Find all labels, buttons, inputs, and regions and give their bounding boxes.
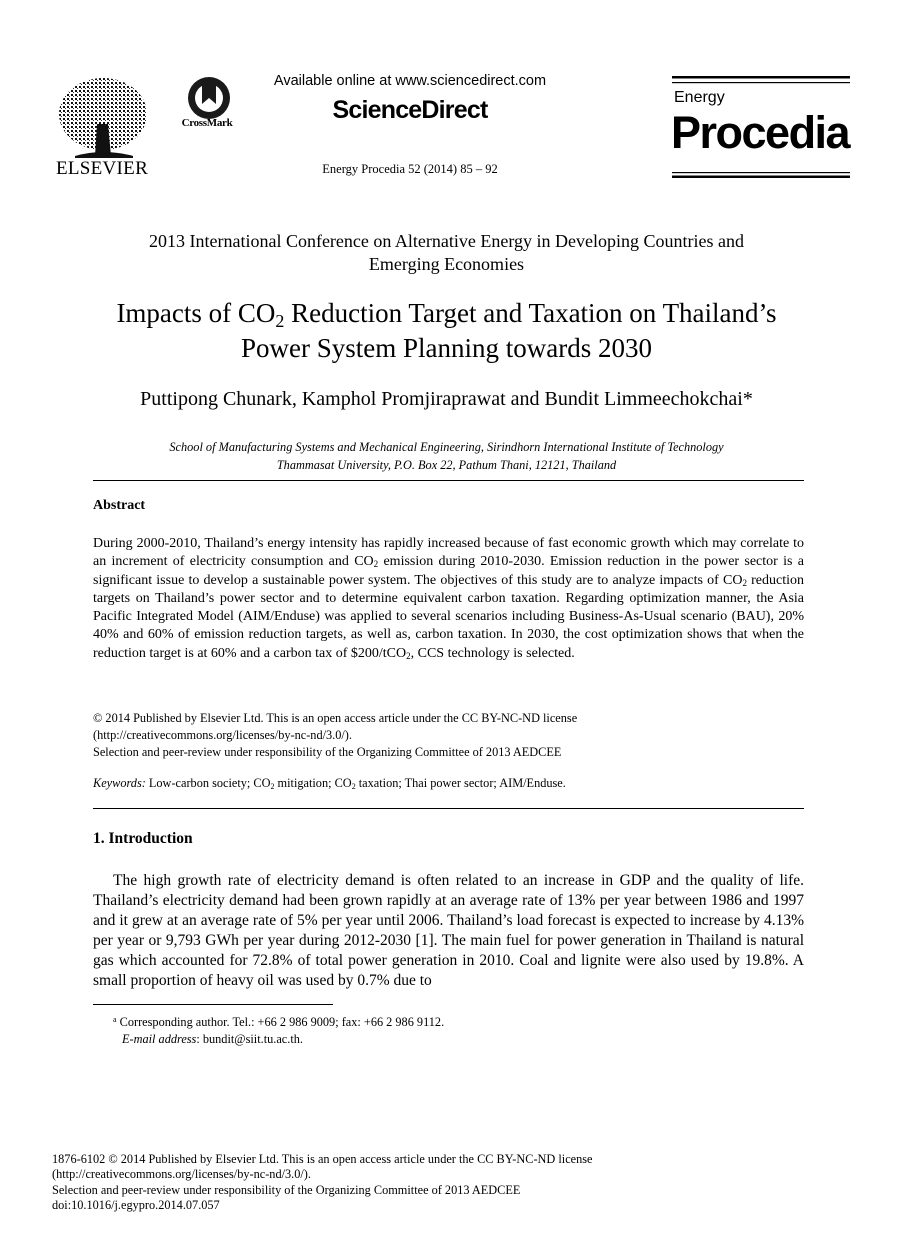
introduction-body: The high growth rate of electricity demand is often related to an increase in GDP and the quality of life. Thailand’s electricity demand had been grown rapidly at an average rate of 13% per year between 1986 and 1997 and it grew at an average rate of 5% per year until 2006. Thailand’s load forecast is expected to increase by 4.13% per year or 9,793 GWh per year during 2012-2030 [1]. The main fuel for power generation in Thailand is natural gas which accounted for 72.8% of total power generation in 2010. Coal and lignite were also used by 19.8%. A small proportion of heavy oil was used by 0.7% due to (93, 872, 804, 989)
divider (93, 808, 804, 809)
subscript: 2 (270, 782, 275, 791)
keywords-text: taxation; Thai power sector; AIM/Enduse. (355, 776, 566, 790)
keywords (93, 776, 804, 791)
footer-link[interactable]: (http://creativecommons.org/licenses/by-nc-nd/3.0/). (52, 1167, 311, 1182)
footnote-text: Corresponding author. Tel.: +66 2 986 9009; fax: +66 2 986 9112. (116, 1015, 445, 1029)
title-line: Power System Planning towards 2030 (241, 333, 652, 363)
divider (93, 480, 804, 481)
doi-link[interactable]: doi:10.1016/j.egypro.2014.07.057 (52, 1198, 220, 1213)
subscript: 2 (742, 577, 747, 588)
email-label: E-mail address (122, 1032, 197, 1046)
license-line: © 2014 Published by Elsevier Ltd. This is an open access article under the CC BY-NC-ND license (93, 711, 578, 725)
conference-line: Emerging Economies (368, 254, 525, 274)
subscript: 2 (373, 559, 379, 570)
journal-citation: Energy Procedia 52 (2014) 85 – 92 (322, 162, 498, 176)
email-address[interactable]: : bundit@siit.tu.ac.th. (196, 1032, 303, 1046)
keywords-text: Low-carbon society; CO (145, 776, 271, 790)
affiliation-line: Thammasat University, P.O. Box 22, Pathum Thani, 12121, Thailand (276, 458, 617, 472)
footer-line: 1876-6102 © 2014 Published by Elsevier Ltd. This is an open access article under the CC BY-NC-ND license (52, 1152, 593, 1166)
conference-line: 2013 International Conference on Alternative Energy in Developing Countries and (148, 231, 744, 251)
affiliation (60, 438, 833, 474)
footnote-divider (93, 1004, 333, 1005)
abstract-text: During 2000-2010, Thailand’s energy intensity has rapidly increased because of fast economic growth which may correlate to an increment of electricity consumption and CO (93, 536, 804, 570)
footer-line: Selection and peer-review under responsibility of the Organizing Committee of 2013 AEDCEE (52, 1182, 521, 1197)
page-footer (52, 1152, 593, 1214)
title-subscript: 2 (275, 311, 285, 331)
crossmark-label: CrossMark (181, 117, 233, 129)
conference-name (60, 230, 833, 276)
section-heading: 1. Introduction (93, 830, 193, 847)
publisher-name: ELSEVIER (55, 158, 149, 179)
journal-name-procedia: Procedia (671, 107, 850, 158)
abstract-text: emission during 2010-2030. Emission reduction in the power sector is a significant issue to develop a sustainable power system. The objectives of this study are to analyze impacts of CO (93, 554, 804, 588)
journal-name-energy: Energy (674, 89, 725, 106)
abstract-heading: Abstract (93, 498, 146, 513)
license-link[interactable]: (http://creativecommons.org/licenses/by-nc-nd/3.0/). (93, 728, 352, 742)
abstract-text: reduction targets on Thailand’s power sector and to determine equivalent carbon taxation. Regarding optimization manner, the Asia Pacific Integrated Model (AIM/Enduse) was applied to several scenarios including Business-As-Usual scenario (BAU), 20% 40% and 60% of emission reduction targets, as well as, carbon taxation. In 2030, the cost optimization shows that when the reduction target is at 60% and a carbon tax of $200/tCO (93, 572, 804, 661)
footnote-mark: a (113, 1015, 117, 1024)
title-text: Reduction Target and Taxation on Thailand’s (284, 298, 777, 328)
corresponding-author-footnote (113, 1014, 444, 1048)
keywords-label: Keywords: (93, 776, 146, 790)
abstract-text: , CCS technology is selected. (410, 645, 575, 661)
author-list: Puttipong Chunark, Kamphol Promjiraprawat and Bundit Limmeechokchai* (140, 388, 753, 410)
sciencedirect-logo: ScienceDirect (332, 96, 488, 124)
title-text: Impacts of CO (116, 298, 276, 328)
abstract-body (93, 535, 804, 663)
keywords-text: mitigation; CO (274, 776, 352, 790)
available-online-link[interactable]: Available online at www.sciencedirect.com (273, 73, 547, 89)
paper-title (60, 296, 833, 366)
license-statement (93, 710, 804, 761)
subscript: 2 (351, 782, 356, 791)
affiliation-line: School of Manufacturing Systems and Mechanical Engineering, Sirindhorn International Institute of Technology (169, 440, 724, 454)
subscript: 2 (406, 650, 411, 661)
license-line: Selection and peer-review under responsibility of the Organizing Committee of 2013 AEDCEE (93, 745, 562, 759)
